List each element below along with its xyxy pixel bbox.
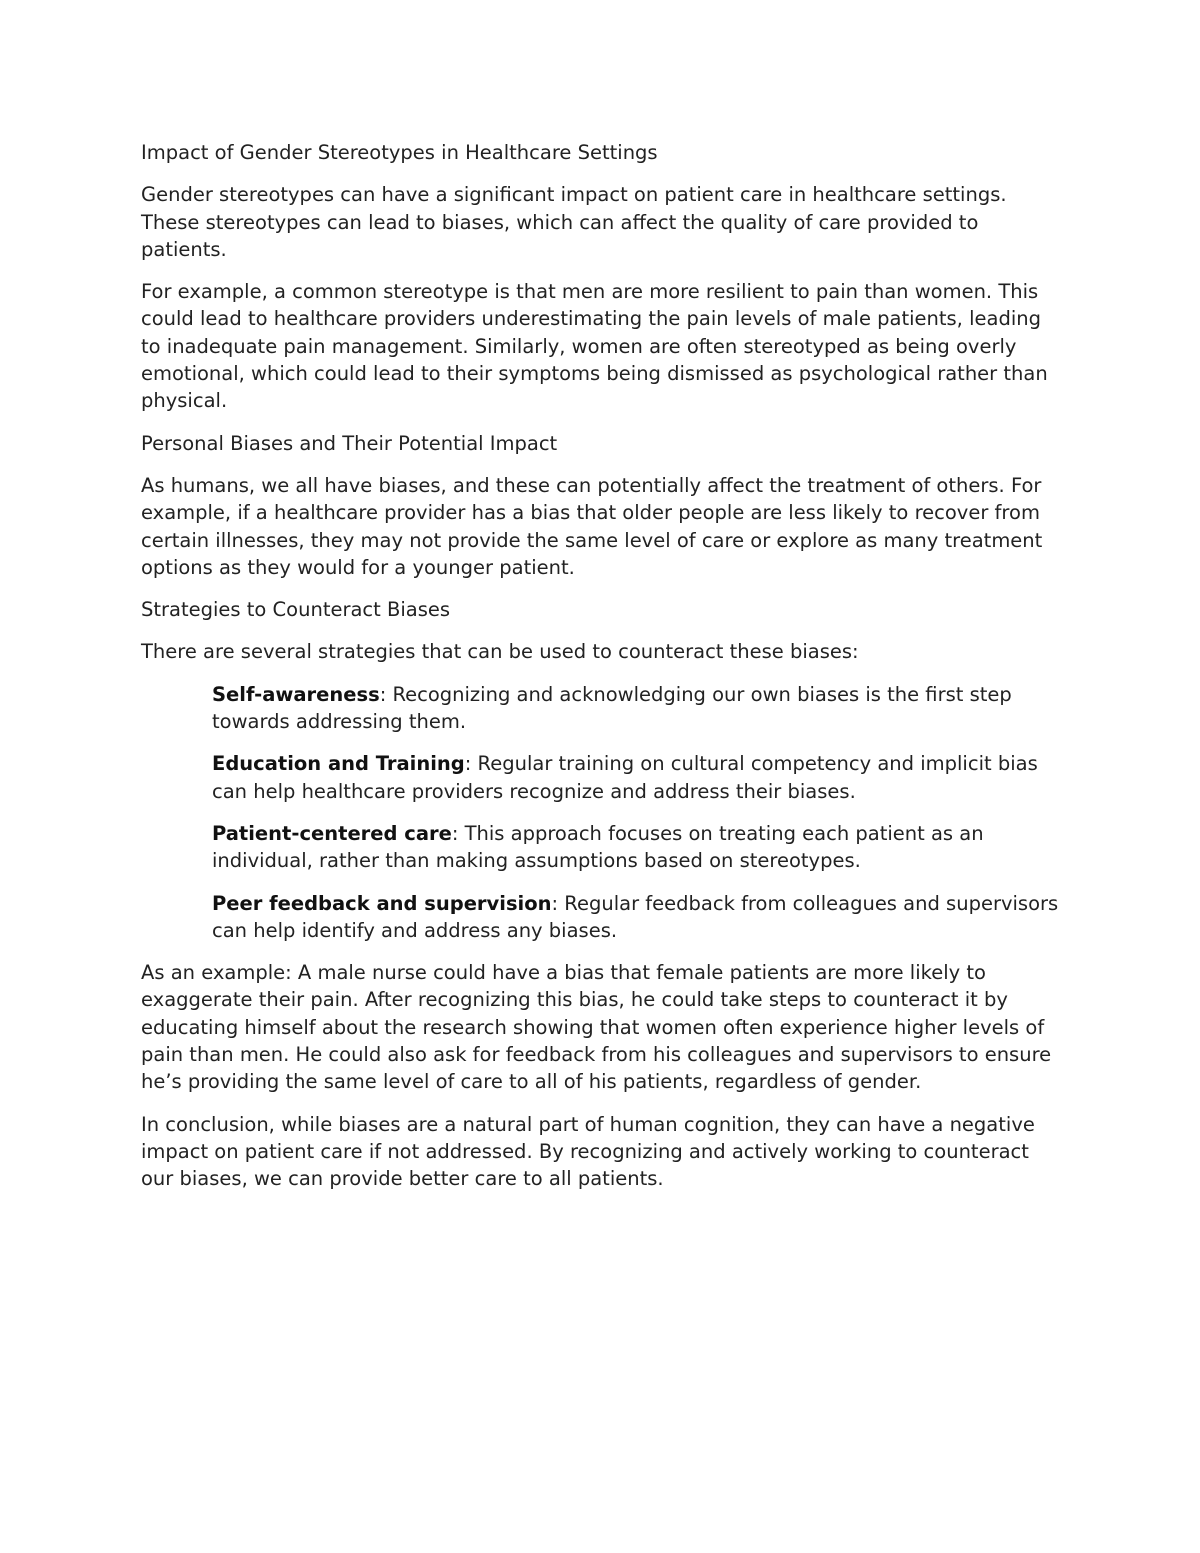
strategy-text: : Recognizing and acknowledging our own biases is the first step towards addressing them.	[212, 682, 1012, 734]
strategy-item-education-training	[212, 750, 1061, 805]
strategy-text: : Regular training on cultural competency and implicit bias can help healthcare providers recognize and address their biases.	[212, 752, 1038, 803]
document-page	[141, 139, 1061, 1208]
strategy-term: Self-awareness	[212, 682, 380, 706]
strategy-item-peer-feedback	[212, 890, 1061, 945]
strategy-item-patient-centered-care	[212, 820, 1061, 875]
conclusion-paragraph: In conclusion, while biases are a natural part of human cognition, they can have a negative impact on patient care if not addressed. By recognizing and actively working to counteract our biases, we can provide better care to all patients.	[141, 1112, 1035, 1191]
strategy-term: Education and Training	[212, 752, 465, 776]
strategies-list	[141, 681, 1061, 944]
intro-paragraph: Gender stereotypes can have a significant impact on patient care in healthcare settings. These stereotypes can lead to biases, which can affect the quality of care provided to patients.	[141, 183, 1007, 261]
personal-biases-paragraph: As humans, we all have biases, and these can potentially affect the treatment of others. For example, if a healthcare provider has a bias that older people are less likely to recover from certain illnesses, they may not provide the same level of care or explore as many treatment options as they would for a younger patient.	[141, 473, 1043, 579]
strategy-term: Peer feedback and supervision	[212, 891, 552, 915]
strategy-text: : This approach focuses on treating each patient as an individual, rather than making assumptions based on stereotypes.	[212, 821, 984, 873]
nurse-example-paragraph: As an example: A male nurse could have a bias that female patients are more likely to exaggerate their pain. After recognizing this bias, he could take steps to counteract it by educating himself about the research showing that women often experience higher levels of pain than men. He could also ask for feedback from his colleagues and supervisors to ensure he’s providing the same level of care to all of his patients, regardless of gender.	[141, 961, 1052, 1094]
strategy-text: : Regular feedback from colleagues and supervisors can help identify and address any biases.	[212, 891, 1059, 942]
strategy-term: Patient-centered care	[212, 821, 452, 845]
strategies-heading: Strategies to Counteract Biases	[141, 598, 451, 622]
example-paragraph: For example, a common stereotype is that men are more resilient to pain than women. This could lead to healthcare providers underestimating the pain levels of male patients, leading to inadequate pain management. Similarly, women are often stereotyped as being overly emotional, which could lead to their symptoms being dismissed as psychological rather than physical.	[141, 280, 1048, 413]
document-title: Impact of Gender Stereotypes in Healthcare Settings	[141, 141, 658, 164]
personal-biases-heading: Personal Biases and Their Potential Impact	[141, 431, 558, 455]
strategies-intro: There are several strategies that can be used to counteract these biases:	[141, 640, 859, 664]
strategy-item-self-awareness	[212, 681, 1061, 736]
